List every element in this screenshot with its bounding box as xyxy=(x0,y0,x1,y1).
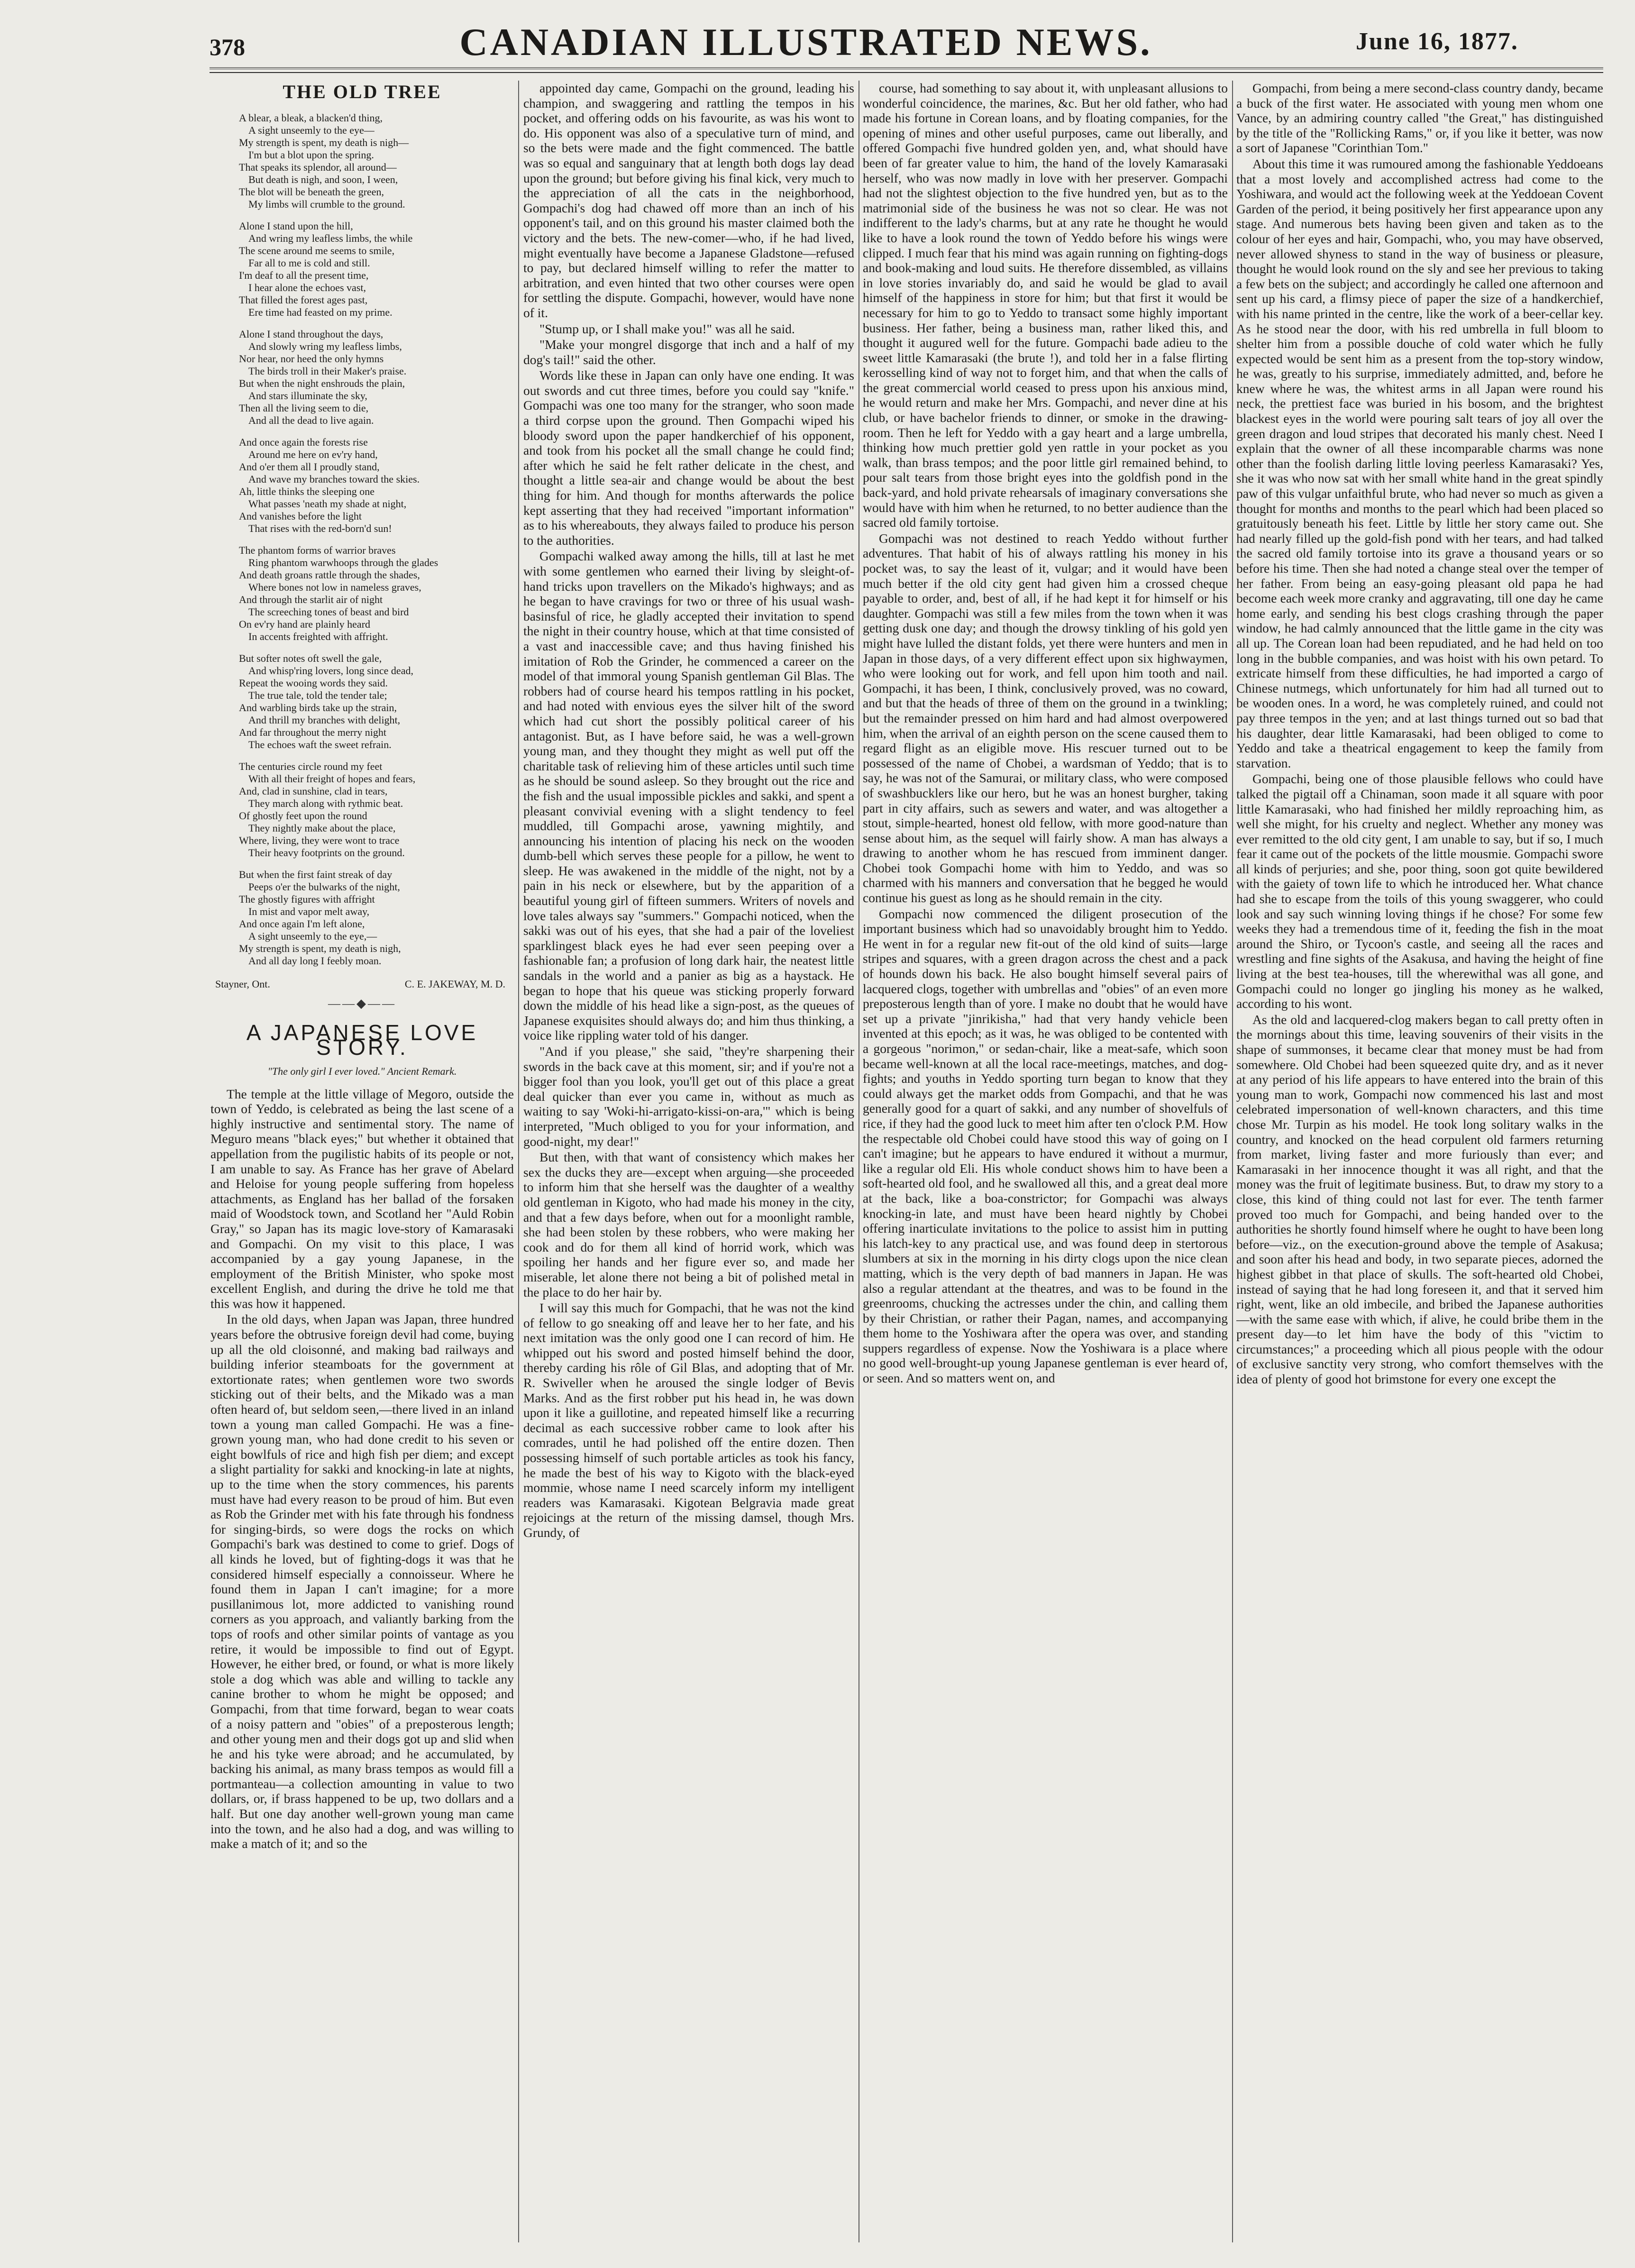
poem-line: The ghostly figures with affright xyxy=(239,893,375,905)
poem-line: And wring my leafless limbs, the while xyxy=(248,232,413,244)
poem-line: Ring phantom warwhoops through the glades xyxy=(248,556,438,568)
poem-stanza xyxy=(239,220,514,319)
poem-stanza xyxy=(239,760,514,859)
poem-line: And vanishes before the light xyxy=(239,510,362,522)
poem-line: With all their freight of hopes and fears, xyxy=(248,772,416,785)
story-paragraph: "And if you please," she said, "they're sharpening their swords in the back cave at this moment, sir; and if you're not a bigger fool than you look, you'll get out of this place a great deal quicker than ever you came in, without as much as waiting to say 'Woki-hi-arrigato-kissi-on-ara,'" which is being interpreted, "Much obliged to you for your information, and good-night, my dear!" xyxy=(523,1044,854,1149)
poem-stanza xyxy=(239,328,514,427)
story-paragraph: Gompachi walked away among the hills, till at last he met with some gentlemen who earned their living by sleight-of-hand tricks upon travellers on the Mikado's highways; and as he began to have cravings for two or three of his usual wash-basinsful of rice, he gladly accepted their invitation to spend the night in their country house, which at that time consisted of a vast and inaccessible cave; and thus having finished his imitation of Rob the Grinder, he commenced a career on the model of that immoral young Spanish gentleman Gil Blas. The robbers had of course heard his tempos rattling in his pocket, and had noted with envious eyes the silver hilt of the sword which had cut short the possibly political career of his antagonist. But, as I have before said, he was a well-grown young man, and they thought they might as well put off the charitable task of relieving him of these articles until such time as he should be sound asleep. So they brought out the rice and the fish and the usual impossible pickles and sakki, and spent a pleasant convivial evening with a slight tendency to feel muddled, till Gompachi arose, yawning mightily, and announcing his intention of placing his neck on the wooden dumb-bell which serves these people for a pillow, he went to sleep. He was awakened in the middle of the night, not by a pain in his neck or elsewhere, but by the apparition of a beautiful young girl of fifteen summers. Writers of novels and love tales always say "summers." Gompachi noticed, when the sakki was out of his eyes, that she had a pair of the loveliest sparklingest black eyes he had ever seen peeping over a fashionable fan; a profusion of long dark hair, the neatest little sandals in the world and a panier as big as a haystack. He began to hope that his queue was sticking properly forward down the middle of his head like a sign-post, as the queues of Japanese exquisites should always do; and him thus thinking, a voice like rippling water told of his danger. xyxy=(523,549,854,1043)
poem-line: But when the first faint streak of day xyxy=(239,868,393,880)
poem-line: And once again the forests rise xyxy=(239,436,368,448)
story-title: A JAPANESE LOVE STORY. xyxy=(246,1020,478,1060)
poem-line: And all day long I feebly moan. xyxy=(248,954,382,967)
story-epigraph: "The only girl I ever loved." Ancient Remark. xyxy=(267,1065,457,1077)
poem-line: And o'er them all I proudly stand, xyxy=(239,460,380,473)
masthead: CANADIAN ILLUSTRATED NEWS. xyxy=(459,20,1152,64)
poem-line: And, clad in sunshine, clad in tears, xyxy=(239,785,388,797)
poem-line: And wave my branches toward the skies. xyxy=(248,473,420,485)
poem-line: They nightly make about the place, xyxy=(248,822,396,834)
poem-line: But death is nigh, and soon, I ween, xyxy=(248,173,398,185)
poem-line: And once again I'm left alone, xyxy=(239,917,365,930)
poem-stanza xyxy=(239,436,514,535)
poem-signature xyxy=(215,977,505,992)
poem-author: C. E. JAKEWAY, M. D. xyxy=(404,978,505,990)
poem-line: My limbs will crumble to the ground. xyxy=(248,198,405,210)
poem-line: Around me here on ev'ry hand, xyxy=(248,448,378,460)
column-4 xyxy=(1236,81,1603,2242)
poem-line: I hear alone the echoes vast, xyxy=(248,281,366,293)
poem-line: They march along with rythmic beat. xyxy=(248,797,403,809)
story-paragraph: As the old and lacquered-clog makers began to call pretty often in the mornings about this time, leaving souvenirs of their visits in the shape of summonses, it became clear that money must be had from somewhere. Old Chobei had been squeezed quite dry, and as it never at any period of his life appears to have entered into the brain of this young man to work, Gompachi now commenced his last and most celebrated impersonation of well-known characters, and this time chose Mr. Turpin as his model. He took long solitary walks in the country, and knocked on the head corpulent old farmers returning from market, living faster and more furiously than ever; and Kamarasaki in her innocence thought it was all right, and that the money was the fruit of legitimate business. But, to draw my story to a close, this kind of thing could not last for ever. The tenth farmer proved too much for Gompachi, and being handed over to the authorities he shortly found himself where he ought to have been long before—viz., on the execution-ground above the temple of Asakusa; and soon after his head and body, in two separate pieces, adorned the highest gibbet in that place of skulls. The soft-hearted old Chobei, instead of saying that he had long foreseen it, and that it served him right, went, like an old imbecile, and bribed the Japanese authorities—with the same ease with which, if alive, he could bribe them in the present day—to let him have the body of this "victim to circumstances;" a proceeding which all pious people with the odour of exclusive sanctity very strong, who comfort themselves with the idea of plenty of good hot brimstone for every one except the xyxy=(1236,1012,1603,1387)
poem-line: But softer notes oft swell the gale, xyxy=(239,652,382,664)
story-paragraph: Words like these in Japan can only have one ending. It was out swords and cut three times, before you could say "knife." Gompachi was one too many for the stranger, who soon made a third corpse upon the ground. Then Gompachi wiped his bloody sword upon the paper handkerchief of his opponent, and took from his pocket all the small change he could find; after which he said he felt rather delicate in the chest, and thought a little sea-air and change would be about the best thing for him. And though for months afterwards the police kept asserting that they had received "important information" as to his whereabouts, they always failed to produce his person to the authorities. xyxy=(523,368,854,548)
poem-line: The blot will be beneath the green, xyxy=(239,185,384,198)
poem-line: I'm deaf to all the present time, xyxy=(239,269,369,281)
poem-line: A sight unseemly to the eye— xyxy=(248,124,374,136)
poem-line: And slowly wring my leafless limbs, xyxy=(248,340,402,352)
poem-line: And warbling birds take up the strain, xyxy=(239,701,397,713)
poem-line: But when the night enshrouds the plain, xyxy=(239,377,405,389)
poem-line: That rises with the red-born'd sun! xyxy=(248,522,392,534)
poem-stanza xyxy=(239,112,514,210)
poem-stanza xyxy=(239,869,514,967)
poem-line: And far throughout the merry night xyxy=(239,726,386,738)
column-1 xyxy=(210,81,514,2242)
story-text-col2 xyxy=(523,81,854,1540)
poem-line: And all the dead to live again. xyxy=(248,414,374,426)
story-paragraph: Gompachi now commenced the diligent prosecution of the important business which had so unavoidably brought him to Yeddo. He went in for a regular new fit-out of the old kind of suits—large stripes and squares, with a green dragon across the chest and a pack of hounds down his back. He also bought himself several pairs of lacquered clogs, together with umbrellas and "obies" of an even more preposterous length than of yore. I make no doubt that he would have set up a private "jinrikisha," had that very handy vehicle been invented at this epoch; as it was, he was obliged to be contented with a gorgeous "norimon," or sedan-chair, like a meat-safe, which soon became well-known at all the local race-meetings, matches, and dog-fights; and youths in Yeddo sporting turn began to know that they could always get the market odds from Gompachi, and that he was generally good for a quart of sakki, and any number of shovelfuls of rice, if they had the good luck to meet him after ten o'clock P.M. How the respectable old Chobei could have stood this way of going on I can't imagine; but he appears to have endured it without a murmur, like a regular old Eli. His whole conduct shows him to have been a soft-hearted old fool, and he swallowed all this, and a great deal more at the back, like a boa-constrictor; for Gompachi was always knocking-in late, and must have been heard nightly by Chobei offering inarticulate invitations to the police to assist him in putting his latch-key to any practical use, and was found deep in stertorous slumbers at six in the morning in his dirty clogs upon the nice clean matting, which is the very depth of bad manners in Japan. He was also a regular attendant at the theatres, and was to be found in the greenrooms, chucking the actresses under the chin, and calling them by their Christian, or rather their Pagan, names, and accompanying them home to the Yoshiwara after the opera was over, and standing suppers regardless of expense. Now the Yoshiwara is a place where no good well-brought-up young Japanese gentleman is ever heard of, or seen. And so matters went on, and xyxy=(863,906,1228,1386)
poem-line: The centuries circle round my feet xyxy=(239,760,383,772)
story-paragraph: I will say this much for Gompachi, that he was not the kind of fellow to go sneaking off and leave her to her fate, and his next imitation was the only good one I can record of him. He whipped out his sword and posted himself behind the door, thereby carding his rôle of Gil Blas, and adopting that of Mr. R. Swiveller when he aroused the single lodger of Bevis Marks. And as the first robber put his head in, he was down upon it like a guillotine, and repeated himself like a recurring decimal as each successive robber came to look after his comrades, until he had polished off the entire dozen. Then possessing himself of such portable articles as took his fancy, he made the best of his way to Kigoto with the black-eyed mommie, whose name I need scarcely inform my intelligent readers was Kamarasaki. Kigotean Belgravia made great rejoicings at the return of the missing damsel, though Mrs. Grundy, of xyxy=(523,1300,854,1540)
poem-line: That speaks its splendor, all around— xyxy=(239,161,397,173)
story-paragraph: Gompachi was not destined to reach Yeddo without further adventures. That habit of his of always rattling his money in his pocket was, to say the least of it, vulgar; and it would have been much better if the old city gent had given him a crossed cheque payable to order, and, best of all, if he had kept it for himself or his daughter. Gompachi was still a few miles from the town when it was getting dusk one day; and though the drowsy tinkling of his gold yen might have lulled the distant folds, yet there were hunters and men in Japan in those days, of a very different effect upon six highwaymen, who were looking out for work, and fell upon him tooth and nail. Gompachi, it has been, I think, conclusively proved, was no coward, and but that the heads of three of them on the ground in a twinkling; but the remainder pressed on him hard and had almost overpowered him, when the arrival of an eighth person on the scene caused them to regard flight as an eligible move. His rescuer turned out to be possessed of the name of Chobei, a wardsman of Yeddo; that is to say, he was not of the Samurai, or military class, who were composed of swashbucklers like our hero, but he was an honest burgher, taking part in city affairs, such as sewers and water, and was altogether a stout, simple-hearted, honest old fellow, with more good-nature than sense about him, as the sequel will fairly show. A man has always a drawing to another whom he has rescued from imminent danger. Chobei took Gompachi home with him to Yeddo, and was so charmed with his manners and conversation that he begged he would continue his guest as long as he should remain in the city. xyxy=(863,530,1228,905)
poem-line: Far all to me is cold and still. xyxy=(248,256,370,269)
poem-line: Peeps o'er the bulwarks of the night, xyxy=(248,880,400,893)
column-3 xyxy=(863,81,1228,2242)
poem-line: Where, living, they were wont to trace xyxy=(239,834,400,846)
poem-line: My strength is spent, my death is nigh, xyxy=(239,942,401,954)
page-number: 378 xyxy=(210,34,245,60)
story-paragraph: About this time it was rumoured among the fashionable Yeddoeans that a most lovely and accomplished actress had come to the Yoshiwara, and would act the following week at the Yeddoean Covent Garden of the period, it being positively her first appearance upon any stage. And numerous bets having been given and taken as to the colour of her eyes and hair, Gompachi, who, you may have observed, never allowed shyness to stand in the way of business or pleasure, thought he would look round on the sly and see her previous to taking a few bets on the subject; and accordingly he called one afternoon and sent up his card, a flimsy piece of paper the size of a handkerchief, with his name printed in the centre, like the work of a beer-cellar key. As he stood near the door, with his red umbrella in full bloom to shelter him from a possible douche of cold water which he fully expected would be sent him as a present from the top-story window, he was, greatly to his surprise, immediately admitted, and, before he knew where he was, the whitest arms in all Japan were round his neck, the prettiest face was buried in his bosom, and the brightest blackest eyes in the world were pouring salt tears of joy all over the green dragon and loud stripes that decorated his manly chest. Need I explain that the owner of all these incomparable charms was none other than the foolish darling little loving peerless Kamarasaki? Yes, she it was who now sat with her small white hand in the great spindly paw of this vulgar unfaithful brute, who had never so much as given a thought for months and months to the pearl which had been placed so gratuitously beneath his feet. Little by little her story came out. She had nearly filled up the gold-fish pond with her tears, and had talked the sacred old family tortoise into its grave a thousand years or so before his time. Then she had noted a change steal over the temper of her father. From being an easy-going pleasant old papa he had become each week more cranky and aggravating, till one day he came home early, and sending his best clogs crashing through the paper window, he had calmly announced that the little game in the city was all up. The Corean loan had been repudiated, and he had held on too long in the bubble companies, and was hoist with his own petard. To extricate himself from these difficulties, he had imported a cargo of Chinese nutmegs, which unfortunately for him had all turned out to be wooden ones. In a word, he was completely ruined, and could not pay three tempos in the yen; and at last things turned out so bad that his daughter, dear little Kamarasaki, had been obliged to come to Yeddo and take a theatrical engagement to keep the family from starvation. xyxy=(1236,156,1603,770)
poem-line: The scene around me seems to smile, xyxy=(239,244,395,256)
poem-line: A blear, a bleak, a blacken'd thing, xyxy=(239,111,383,124)
poem-line: What passes 'neath my shade at night, xyxy=(248,497,407,510)
column-rule xyxy=(518,81,519,2242)
poem-body xyxy=(210,112,514,967)
poem-line: And through the starlit air of night xyxy=(239,593,383,605)
story-text-col4 xyxy=(1236,81,1603,1387)
poem-stanza xyxy=(239,652,514,751)
poem-line: My strength is spent, my death is nigh— xyxy=(239,136,409,148)
story-text-col3 xyxy=(863,81,1228,1386)
poem-line: Alone I stand throughout the days, xyxy=(239,328,384,340)
story-paragraph: But then, with that want of consistency which makes her sex the ducks they are—except when arguing—she proceeded to inform him that she herself was the daughter of a wealthy old gentleman in Kigoto, who had made his money in the city, and that a few days before, when out for a moonlight ramble, she had been stolen by these robbers, who were making her cook and do for them all kind of horrid work, which was spoiling her hands and her figure ever so, and made her miserable, let alone there not being a bit of polished metal in the place to do her hair by. xyxy=(523,1150,854,1299)
story-paragraph: course, had something to say about it, with unpleasant allusions to wonderful coincidence, the marines, &c. But her old father, who had made his fortune in Corean loans, and by floating companies, for the opening of mines and other useful purposes, came out liberally, and offered Gompachi five hundred golden yen, and, what should have been of far greater value to him, the hand of the lovely Kamarasaki herself, who was now madly in love with her preserver. Gompachi had not the slightest objection to the five hundred yen, but as to the matrimonial side of the business he was not so clear. He was not indifferent to the lady's charms, but at any rate he thought he would like to have a look round the town of Yeddo before his wings were clipped. I much fear that his mind was again running on fighting-dogs and book-making and loud suits. He therefore dissembled, as villains in love stories invariably do, and said he would be glad to avail himself of the happiness in store for him; but that first it would be necessary for him to go to Yeddo to transact some highly important business. Her father, being a business man, rather liked this, and thought it augured well for the future. Gompachi bade adieu to the sweet little Kamarasaki (the brute !), and told her in a false flirting kerosselling kind of way not to forget him, and that when the calls of the great commercial world ceased to press upon his anxious mind, he would return and make her Mrs. Gompachi, and never dine at his club, or have bachelor friends to dinner, or smoke in the drawing-room. Then he left for Yeddo with a gay heart and a large umbrella, thinking how much prettier gold yen rattle in your pocket as you walk, than brass tempos; and the poor little girl remained behind, to pour salt tears from those bright eyes into the goldfish pond in the back-yard, and hold private rehearsals of imaginary conversations she would have with him when he returned, to no better audience than the sacred old family tortoise. xyxy=(863,81,1228,530)
story-paragraph: "Make your mongrel disgorge that inch and a half of my dog's tail!" said the other. xyxy=(523,337,854,367)
poem-line: That filled the forest ages past, xyxy=(239,293,368,306)
story-paragraph: Gompachi, from being a mere second-class country dandy, became a buck of the first water. He associated with young men whom one Vance, by an admiring country called "the Great," has distinguished by the title of the "Rollicking Rams," or, if you like it better, was now a sort of Japanese "Corinthian Tom." xyxy=(1236,81,1603,155)
column-rule xyxy=(1232,81,1233,2242)
poem-line: And death groans rattle through the shades, xyxy=(239,568,420,581)
poem-line: Repeat the wooing words they said. xyxy=(239,677,388,689)
story-text-col1 xyxy=(210,1087,514,1851)
poem-title: THE OLD TREE xyxy=(283,81,442,102)
column-2 xyxy=(523,81,854,2242)
poem-line: On ev'ry hand are plainly heard xyxy=(239,618,371,630)
poem-line: A sight unseemly to the eye,— xyxy=(248,930,377,942)
story-paragraph: appointed day came, Gompachi on the ground, leading his champion, and swaggering and rattling the tempos in his pocket, and offering odds on his favourite, as was his wont to do. His opponent was also of a speculative turn of mind, and so the bets were made and the fight commenced. The battle was so equal and sanguinary that at length both dogs lay dead upon the ground; but before giving his final kick, very much to the appreciation of all the cats in the neighborhood, Gompachi's dog had chawed off more than an inch of his opponent's tail, and on this ground his master claimed both the victory and the bets. The new-comer—who, if he had lived, might eventually have become a Japanese Gladstone—refused to pay, but declared himself willing to refer the matter to arbitration, and even hinted that two other courses were open for settling the dispute. Gompachi, however, would have none of it. xyxy=(523,81,854,320)
poem-line: Ere time had feasted on my prime. xyxy=(248,306,393,318)
poem-place: Stayner, Ont. xyxy=(215,978,270,990)
poem-line: And whisp'ring lovers, long since dead, xyxy=(248,664,413,677)
story-paragraph: Gompachi, being one of those plausible fellows who could have talked the pigtail off a Chinaman, soon made it all square with poor little Kamarasaki, who had finished her mildly reproaching him, as well she might, for his cruelty and neglect. Whether any money was ever remitted to the old city gent, I am unable to say, but if so, I much fear it came out of the pockets of the little mousmie. Gompachi swore all kinds of perjuries; and she, poor thing, soon got quite bewildered with the gaiety of town life to which he introduced her. What chance had she to escape from the toils of this young swaggerer, who could look and say such winning loving things if he chose? For some few weeks they had a tremendous time of it, feeding the fish in the moat around the Shiro, or Tycoon's castle, and seeing all the races and wrestling and fine sights of the Asakusa, and having the height of fine living at the best tea-houses, till the wherewithal was all gone, and Gompachi could no longer go jingling his money as he walked, according to his wont. xyxy=(1236,771,1603,1011)
story-paragraph: "Stump up, or I shall make you!" was all he said. xyxy=(539,321,795,336)
poem-line: Nor hear, nor heed the only hymns xyxy=(239,352,384,365)
ornament-divider: ——◆—— xyxy=(328,997,396,1011)
story-paragraph: The temple at the little village of Megoro, outside the town of Yeddo, is celebrated as being the last scene of a highly instructive and sentimental story. The name of Meguro means "black eyes;" but whether it obtained that appellation from the pugilistic habits of its people or not, I am unable to say. As France has her grave of Abelard and Heloise for young people suffering from hopeless attachments, as England has her ballad of the forsaken maid of Woodstock town, and Scotland her "Auld Robin Gray," so Japan has its magic love-story of Kamarasaki and Gompachi. On my visit to this place, I was accompanied by a gay young Japanese, in the employment of the British Minister, who spoke most excellent English, and during the drive he told me that this was how it happened. xyxy=(210,1086,514,1311)
poem-line: The screeching tones of beast and bird xyxy=(248,605,409,618)
poem-line: The true tale, told the tender tale; xyxy=(248,689,387,701)
issue-date: June 16, 1877. xyxy=(1356,28,1518,55)
poem-line: In mist and vapor melt away, xyxy=(248,905,370,917)
poem-line: Ah, little thinks the sleeping one xyxy=(239,485,374,497)
header-rule xyxy=(210,67,1603,73)
poem-stanza xyxy=(239,544,514,643)
poem-line: The echoes waft the sweet refrain. xyxy=(248,738,392,750)
poem-line: Then all the living seem to die, xyxy=(239,402,369,414)
poem-line: I'm but a blot upon the spring. xyxy=(248,148,374,161)
poem-line: Alone I stand upon the hill, xyxy=(239,219,353,232)
story-paragraph: In the old days, when Japan was Japan, three hundred years before the obtrusive foreign devil had come, buying up all the old cloisonné, and making bad railways and building inferior steamboats for the government at extortionate rates; when gentlemen wore two swords sticking out of their belts, and the Mikado was a man often heard of, but seldom seen,—there lived in an inland town a young man called Gompachi. He was a fine-grown young man, who had done credit to his seven or eight bowlfuls of rice and high fish per diem; and except a slight partiality for sakki and knocking-in late at nights, up to the time when the story commences, his parents must have had every reason to be proud of him. But even as Rob the Grinder met with his fate through his fondness for singing-birds, so were dogs the rocks on which Gompachi's bark was destined to come to grief. Dogs of all kinds he loved, but of fighting-dogs it was that he considered himself especially a connoisseur. Where he found them in Japan I can't imagine; for a more pusillanimous lot, more addicted to vanishing round corners as you approach, and valiantly barking from the tops of roofs and other similar points of vantage as you retire, it would be impossible to find out of Egypt. However, he either bred, or found, or what is more likely stole a dog which was able and willing to tackle any canine brother to whom he might be opposed; and Gompachi, from that time forward, began to wear coats of a noisy pattern and "obies" of a preposterous length; and other young men and their dogs got up and slid when he and his tyke were abroad; and he accumulated, by backing his animal, as many brass tempos as would fill a portmanteau—a collection amounting in value to two dollars, or, if brass happened to be up, two dollars and a half. But one day another well-grown young man came into the town, and he also had a dog, and was willing to make a match of it; and so the xyxy=(210,1312,514,1851)
poem-line: Their heavy footprints on the ground. xyxy=(248,846,405,859)
poem-line: Of ghostly feet upon the round xyxy=(239,809,367,822)
poem-line: The birds troll in their Maker's praise. xyxy=(248,365,407,377)
poem-line: The phantom forms of warrior braves xyxy=(239,544,396,556)
poem-line: And thrill my branches with delight, xyxy=(248,713,401,726)
poem-line: And stars illuminate the sky, xyxy=(248,389,367,402)
poem-line: Where bones not low in nameless graves, xyxy=(248,581,421,593)
poem-line: In accents freighted with affright. xyxy=(248,630,388,642)
